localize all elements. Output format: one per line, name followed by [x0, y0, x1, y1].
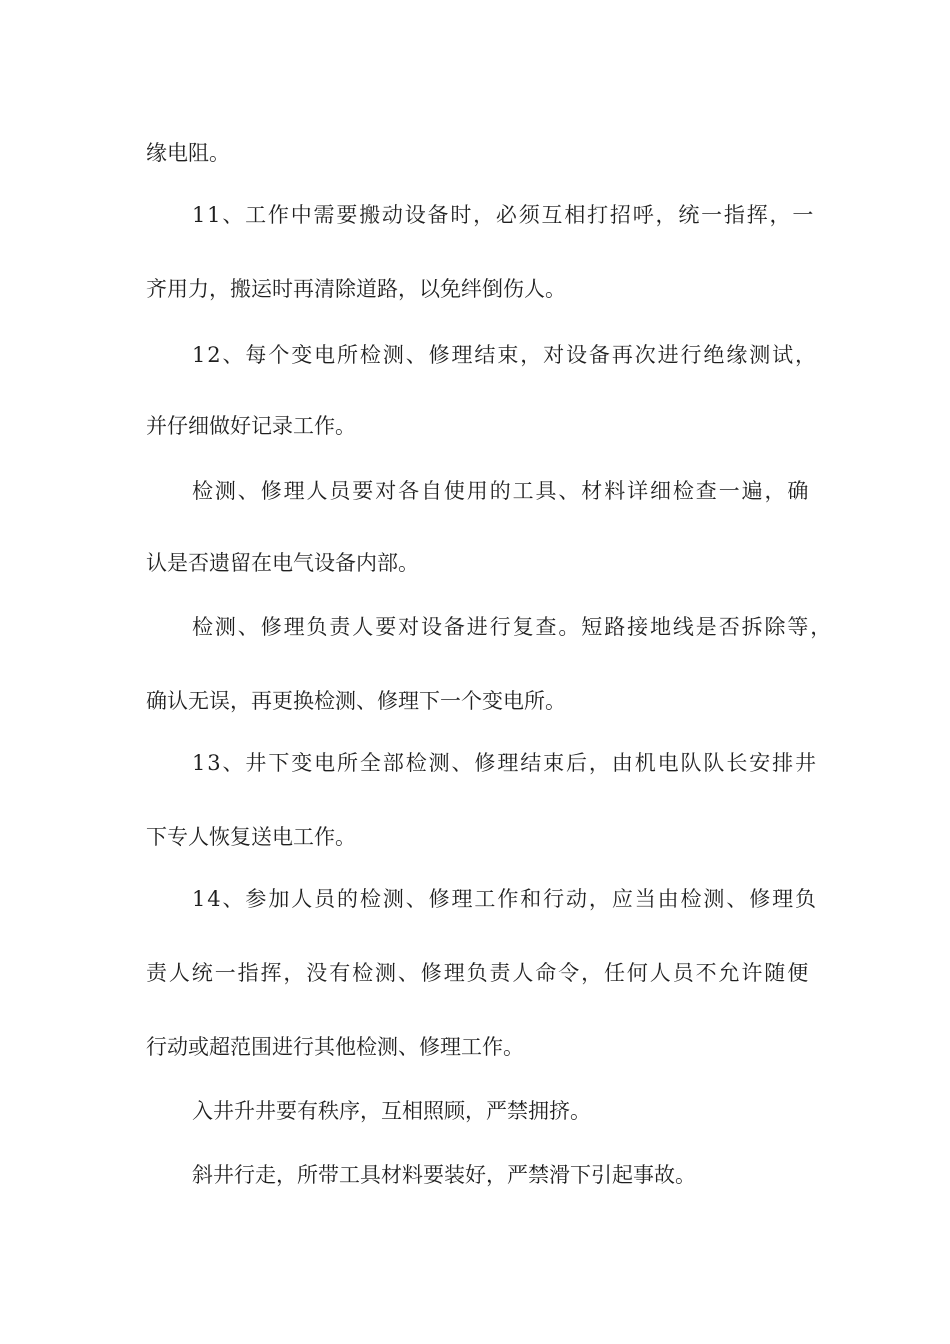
text-line: 斜井行走，所带工具材料要装好，严禁滑下引起事故。 [192, 1163, 696, 1187]
text-line: 12、每个变电所检测、修理结束，对设备再次进行绝缘测试， [192, 343, 818, 367]
text-line: 下专人恢复送电工作。 [146, 825, 356, 849]
text-line: 认是否遗留在电气设备内部。 [146, 551, 419, 575]
text-line: 齐用力，搬运时再清除道路，以免绊倒伤人。 [146, 277, 566, 301]
text-line: 确认无误，再更换检测、修理下一个变电所。 [146, 689, 566, 713]
text-line: 责人统一指挥，没有检测、修理负责人命令，任何人员不允许随便 [146, 961, 811, 985]
text-line: 13、井下变电所全部检测、修理结束后，由机电队队长安排井 [192, 751, 818, 775]
text-line: 11、工作中需要搬动设备时，必须互相打招呼，统一指挥，一 [192, 203, 816, 227]
text-line: 并仔细做好记录工作。 [146, 414, 356, 438]
text-line: 入井升井要有秩序，互相照顾，严禁拥挤。 [192, 1099, 591, 1123]
text-line: 检测、修理人员要对各自使用的工具、材料详细检查一遍，确 [192, 479, 811, 503]
text-line: 缘电阻。 [146, 141, 230, 165]
text-line: 检测、修理负责人要对设备进行复查。短路接地线是否拆除等， [192, 615, 834, 639]
text-line: 14、参加人员的检测、修理工作和行动，应当由检测、修理负 [192, 887, 818, 911]
text-line: 行动或超范围进行其他检测、修理工作。 [146, 1035, 524, 1059]
